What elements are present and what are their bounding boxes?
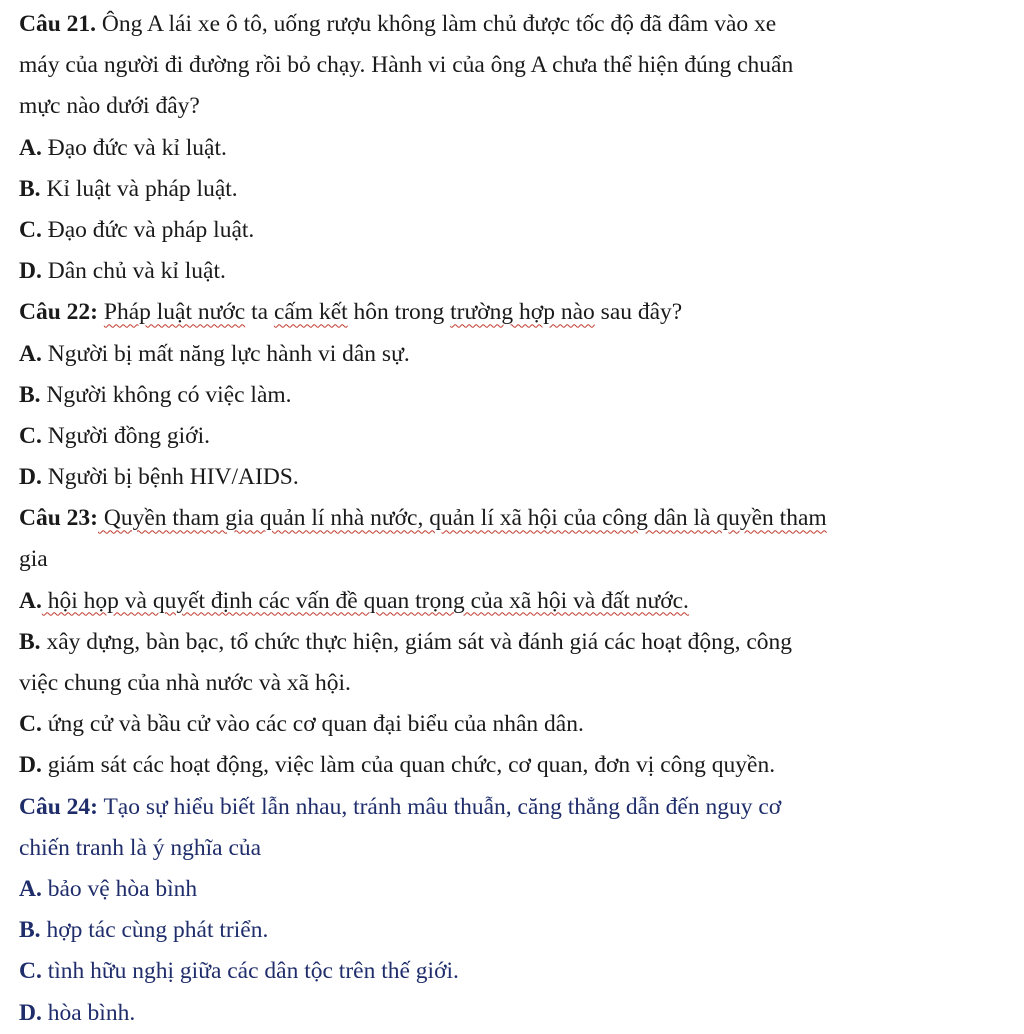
q22-stem-mid: ta	[245, 299, 274, 326]
q21-option-d[interactable]	[19, 251, 1024, 292]
q22-option-c[interactable]	[19, 416, 1024, 457]
q23-option-c[interactable]	[19, 704, 1024, 745]
q21-stem-text1: Ông A lái xe ô tô, uống rượu không làm chủ được tốc độ đã đâm vào xe	[96, 11, 777, 37]
q22-option-d[interactable]	[19, 457, 1024, 498]
q24-option-a[interactable]	[19, 869, 1024, 910]
q22-stem-line1	[19, 292, 1024, 333]
option-text: Kỉ luật và pháp luật.	[40, 175, 238, 202]
option-letter: D.	[19, 464, 42, 491]
option-letter: C.	[19, 422, 42, 449]
q24-stem-line1	[19, 787, 1024, 828]
option-letter: D.	[19, 258, 42, 285]
option-letter: B.	[19, 917, 41, 944]
option-letter: B.	[19, 175, 41, 202]
option-text: việc chung của nhà nước và xã hội.	[19, 670, 351, 696]
q24-option-d[interactable]	[19, 993, 1024, 1034]
option-letter: A.	[19, 587, 42, 614]
option-text: Người không có việc làm.	[40, 381, 292, 408]
option-letter: A.	[19, 134, 42, 161]
option-text: Đạo đức và kỉ luật.	[41, 134, 227, 161]
option-letter: C.	[19, 711, 42, 738]
q23-label: Câu 23:	[19, 505, 98, 532]
q23-stem-line1	[19, 498, 1024, 539]
q22-stem-mid2: hôn trong	[347, 299, 451, 326]
option-text: xây dựng, bàn bạc, tổ chức thực hiện, giám sát và đánh giá các hoạt động, công	[40, 628, 793, 655]
q23-stem-line2: gia	[19, 546, 48, 573]
option-text: ứng cử và bầu cử vào các cơ quan đại biểu của nhân dân.	[41, 711, 584, 738]
q24-stem-text1: Tạo sự hiểu biết lẫn nhau, tránh mâu thuẫn, căng thẳng dẫn đến nguy cơ	[98, 793, 782, 820]
q24-option-c[interactable]	[19, 951, 1024, 992]
option-letter: B.	[19, 628, 41, 655]
q23-option-d[interactable]	[19, 745, 1024, 786]
option-letter: D.	[19, 752, 42, 779]
q21-option-c[interactable]	[19, 210, 1024, 251]
q22-stem-underlined3: trường hợp nào	[450, 299, 595, 326]
option-letter: D.	[19, 999, 42, 1026]
q22-option-b[interactable]	[19, 375, 1024, 416]
q24-label: Câu 24:	[19, 793, 98, 820]
option-text: hòa bình.	[41, 999, 136, 1026]
q22-stem-underlined1: Pháp luật nước	[103, 299, 246, 326]
q21-stem-line3: mực nào dưới đây?	[19, 93, 200, 120]
q22-option-a[interactable]	[19, 334, 1024, 375]
option-letter: B.	[19, 381, 41, 408]
option-letter: C.	[19, 216, 42, 243]
q22-stem-underlined2: cấm kết	[273, 299, 348, 326]
q21-label: Câu 21.	[19, 11, 97, 37]
option-text: Người bị bệnh HIV/AIDS.	[41, 464, 299, 491]
q22-stem-end: sau đây?	[594, 299, 683, 326]
option-text: giám sát các hoạt động, việc làm của quan chức, cơ quan, đơn vị công quyền.	[41, 752, 776, 779]
option-text: Người bị mất năng lực hành vi dân sự.	[41, 340, 410, 367]
q21-option-b[interactable]	[19, 169, 1024, 210]
option-text: tình hữu nghị giữa các dân tộc trên thế giới.	[41, 958, 459, 985]
option-letter: A.	[19, 340, 42, 367]
q21-option-a[interactable]	[19, 128, 1024, 169]
option-text: Đạo đức và pháp luật.	[41, 216, 255, 243]
q21-stem-line1	[19, 4, 1024, 45]
q24-stem-line2: chiến tranh là ý nghĩa của	[19, 834, 262, 861]
q22-label: Câu 22:	[19, 299, 98, 326]
q21-stem-line2: máy của người đi đường rồi bỏ chạy. Hành vi của ông A chưa thể hiện đúng chuẩn	[19, 52, 794, 79]
option-letter: A.	[19, 875, 42, 902]
option-text: Dân chủ và kỉ luật.	[41, 258, 226, 285]
q23-option-a[interactable]	[19, 581, 1024, 622]
option-text: hợp tác cùng phát triển.	[40, 917, 269, 944]
q23-option-b[interactable]	[19, 622, 1024, 663]
option-text: bảo vệ hòa bình	[41, 875, 198, 902]
option-text: hội họp và quyết định các vấn đề quan trọng của xã hội và đất nước.	[41, 587, 689, 614]
q24-option-b[interactable]	[19, 910, 1024, 951]
option-letter: C.	[19, 958, 42, 985]
q23-stem-text1: Quyền tham gia quản lí nhà nước, quản lí xã hội của công dân là quyền tham	[98, 505, 827, 532]
q23-option-b-cont[interactable]	[19, 663, 1024, 704]
option-text: Người đồng giới.	[41, 422, 211, 449]
